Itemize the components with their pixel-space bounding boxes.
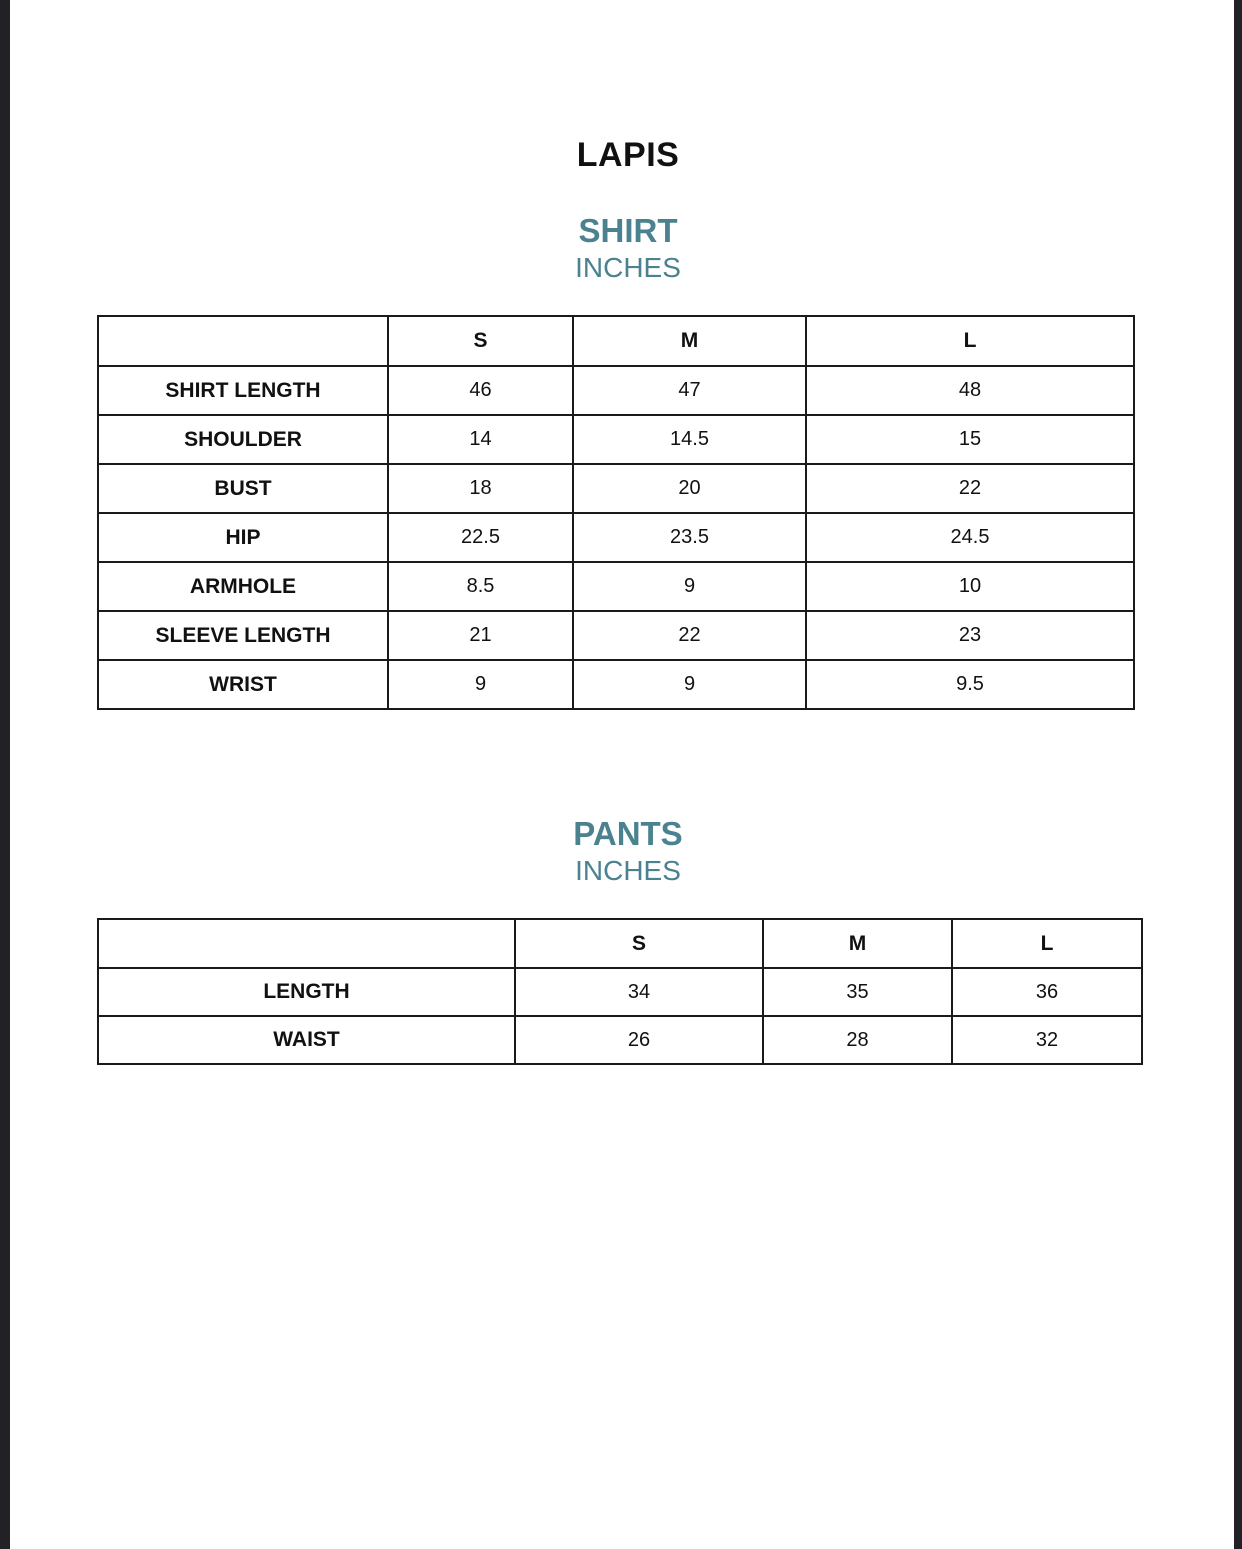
- value-cell: 48: [806, 366, 1134, 415]
- value-cell: 24.5: [806, 513, 1134, 562]
- value-cell: 35: [763, 968, 952, 1016]
- header-cell-size-s: S: [388, 316, 573, 366]
- value-cell: 22: [573, 611, 806, 660]
- row-label: BUST: [98, 464, 388, 513]
- header-cell-size-m: M: [763, 919, 952, 968]
- pants-section-title: PANTS: [573, 815, 683, 852]
- value-cell: 22: [806, 464, 1134, 513]
- row-label: SLEEVE LENGTH: [98, 611, 388, 660]
- value-cell: 14: [388, 415, 573, 464]
- table-row: [98, 562, 1134, 611]
- table-row: [98, 513, 1134, 562]
- row-label: SHIRT LENGTH: [98, 366, 388, 415]
- row-label: LENGTH: [98, 968, 515, 1016]
- pants-unit-label: INCHES: [575, 855, 681, 886]
- shirt-unit-label: INCHES: [575, 252, 681, 283]
- document-page: [10, 0, 1234, 1549]
- value-cell: 14.5: [573, 415, 806, 464]
- pants-size-table: [97, 918, 1143, 1065]
- table-row: [98, 1016, 1142, 1064]
- shirt-section-title: SHIRT: [578, 212, 678, 249]
- table-header-row: [98, 919, 1142, 968]
- value-cell: 21: [388, 611, 573, 660]
- document-title: LAPIS: [576, 136, 680, 174]
- row-label: HIP: [98, 513, 388, 562]
- table-row: [98, 968, 1142, 1016]
- value-cell: 32: [952, 1016, 1142, 1064]
- value-cell: 36: [952, 968, 1142, 1016]
- table-row: [98, 660, 1134, 709]
- header-cell-empty: [98, 316, 388, 366]
- table-row: [98, 611, 1134, 660]
- table-row: [98, 415, 1134, 464]
- row-label: WAIST: [98, 1016, 515, 1064]
- header-cell-size-l: L: [806, 316, 1134, 366]
- value-cell: 26: [515, 1016, 763, 1064]
- value-cell: 18: [388, 464, 573, 513]
- value-cell: 46: [388, 366, 573, 415]
- shirt-size-table: [97, 315, 1135, 710]
- header-cell-size-l: L: [952, 919, 1142, 968]
- value-cell: 9: [573, 562, 806, 611]
- value-cell: 34: [515, 968, 763, 1016]
- row-label: SHOULDER: [98, 415, 388, 464]
- row-label: WRIST: [98, 660, 388, 709]
- value-cell: 23: [806, 611, 1134, 660]
- value-cell: 28: [763, 1016, 952, 1064]
- header-cell-size-s: S: [515, 919, 763, 968]
- value-cell: 9: [573, 660, 806, 709]
- value-cell: 22.5: [388, 513, 573, 562]
- header-cell-size-m: M: [573, 316, 806, 366]
- value-cell: 47: [573, 366, 806, 415]
- value-cell: 9: [388, 660, 573, 709]
- value-cell: 15: [806, 415, 1134, 464]
- header-cell-empty: [98, 919, 515, 968]
- value-cell: 9.5: [806, 660, 1134, 709]
- row-label: ARMHOLE: [98, 562, 388, 611]
- table-header-row: [98, 316, 1134, 366]
- table-row: [98, 464, 1134, 513]
- table-row: [98, 366, 1134, 415]
- value-cell: 8.5: [388, 562, 573, 611]
- value-cell: 20: [573, 464, 806, 513]
- value-cell: 10: [806, 562, 1134, 611]
- value-cell: 23.5: [573, 513, 806, 562]
